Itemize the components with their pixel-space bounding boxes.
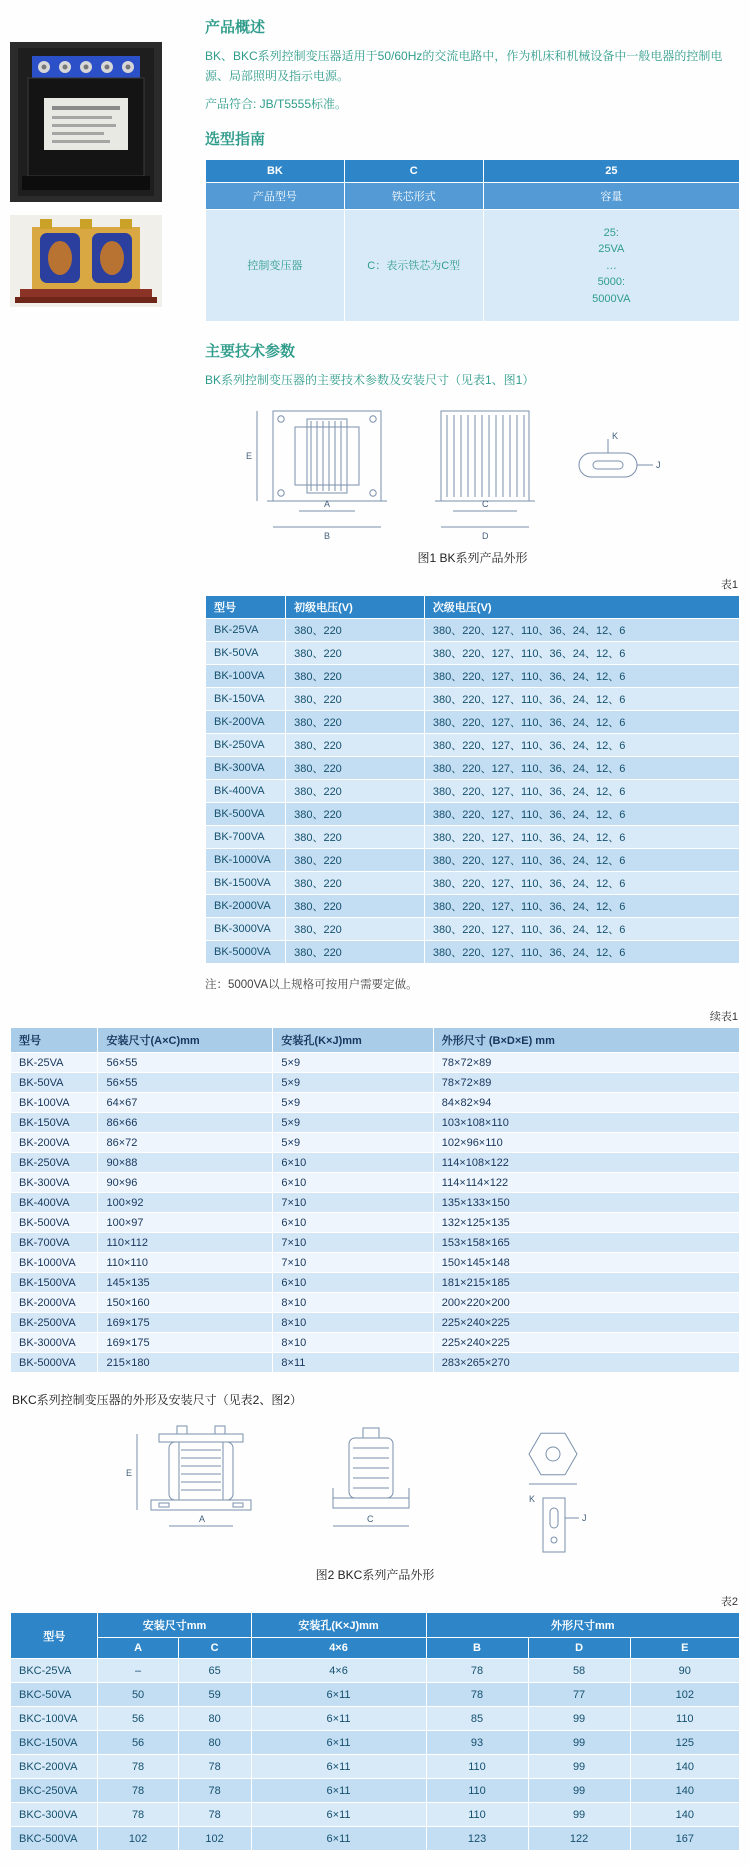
table-row — [206, 734, 740, 757]
dim-label-k: K — [611, 431, 618, 442]
value-cell: 380、220 — [286, 757, 425, 780]
bk-transformer-photo-illustration — [10, 42, 162, 202]
subcol-b: B — [426, 1638, 528, 1659]
value-cell: 380、220 — [286, 872, 425, 895]
value-cell: 380、220 — [286, 826, 425, 849]
value-cell: 78 — [178, 1803, 251, 1827]
selection-header-c: C — [344, 160, 483, 183]
subcol-d: D — [528, 1638, 630, 1659]
table-1-label: 表1 — [720, 579, 738, 592]
value-cell: 90 — [630, 1659, 739, 1683]
dim-label-k: K — [529, 1494, 536, 1505]
selection-subheader-model: 产品型号 — [206, 183, 345, 210]
table-row — [11, 1731, 740, 1755]
value-cell: 5×9 — [273, 1073, 433, 1093]
table-row — [206, 619, 740, 642]
table-row — [206, 665, 740, 688]
value-cell: 380、220、127、110、36、24、12、6 — [424, 734, 739, 757]
value-cell: 114×108×122 — [433, 1153, 739, 1173]
model-cell: BKC-250VA — [11, 1779, 98, 1803]
value-cell: 125 — [630, 1731, 739, 1755]
model-cell: BK-700VA — [206, 826, 286, 849]
value-cell: 78 — [178, 1755, 251, 1779]
value-cell: 380、220、127、110、36、24、12、6 — [424, 941, 739, 964]
value-cell: 122 — [528, 1827, 630, 1851]
value-cell: 140 — [630, 1779, 739, 1803]
table-row — [11, 1253, 740, 1273]
value-cell: 102×96×110 — [433, 1133, 739, 1153]
value-cell: 123 — [426, 1827, 528, 1851]
value-cell: 90×88 — [98, 1153, 273, 1173]
table-header-row — [11, 1028, 740, 1053]
value-cell: 114×114×122 — [433, 1173, 739, 1193]
model-cell: BK-500VA — [11, 1213, 98, 1233]
table-row — [11, 1173, 740, 1193]
model-cell: BK-25VA — [206, 619, 286, 642]
value-cell: 110 — [426, 1803, 528, 1827]
value-cell: 6×11 — [251, 1707, 426, 1731]
bk-mount-slot-drawing — [579, 439, 653, 477]
value-cell: 58 — [528, 1659, 630, 1683]
value-cell: 380、220 — [286, 734, 425, 757]
value-cell: 99 — [528, 1779, 630, 1803]
col-header-mount-size: 安装尺寸mm — [98, 1613, 251, 1638]
col-header-mount-hole: 安装孔(K×J)mm — [251, 1613, 426, 1638]
value-cell: 7×10 — [273, 1253, 433, 1273]
model-cell: BK-25VA — [11, 1053, 98, 1073]
value-cell: 6×10 — [273, 1173, 433, 1193]
value-cell: 380、220 — [286, 688, 425, 711]
model-cell: BK-2500VA — [11, 1313, 98, 1333]
value-cell: 380、220 — [286, 941, 425, 964]
bkc-side-view-drawing — [333, 1428, 409, 1526]
col-header-outline-size: 外形尺寸mm — [426, 1613, 740, 1638]
selection-header-bk: BK — [206, 160, 345, 183]
bk-transformer-photo — [10, 42, 162, 207]
value-cell: 225×240×225 — [433, 1333, 739, 1353]
model-cell: BK-3000VA — [11, 1333, 98, 1353]
model-cell: BK-2000VA — [11, 1293, 98, 1313]
value-cell: 380、220、127、110、36、24、12、6 — [424, 895, 739, 918]
value-cell: 56 — [98, 1731, 178, 1755]
model-cell: BK-500VA — [206, 803, 286, 826]
table-row — [11, 1213, 740, 1233]
table-row — [11, 1803, 740, 1827]
value-cell: 56×55 — [98, 1053, 273, 1073]
model-cell: BKC-300VA — [11, 1803, 98, 1827]
selection-guide-table — [205, 159, 740, 322]
value-cell: 110 — [426, 1755, 528, 1779]
value-cell: 99 — [528, 1731, 630, 1755]
value-cell: 65 — [178, 1659, 251, 1683]
value-cell: 110 — [630, 1707, 739, 1731]
table-row — [11, 1113, 740, 1133]
value-cell: 110 — [426, 1779, 528, 1803]
top-section — [10, 12, 740, 998]
value-cell: 6×10 — [273, 1273, 433, 1293]
value-cell: 78×72×89 — [433, 1073, 739, 1093]
model-cell: BK-3000VA — [206, 918, 286, 941]
bkc-front-view-drawing — [137, 1426, 251, 1526]
table-row — [11, 1779, 740, 1803]
value-cell: 86×66 — [98, 1113, 273, 1133]
value-cell: 380、220 — [286, 803, 425, 826]
value-cell: 80 — [178, 1707, 251, 1731]
subcol-a: A — [98, 1638, 178, 1659]
dim-label-e: E — [245, 451, 252, 462]
value-cell: 380、220、127、110、36、24、12、6 — [424, 642, 739, 665]
bkc-transformer-photo — [10, 215, 162, 312]
dim-label-j: J — [582, 1513, 587, 1524]
model-cell: BK-50VA — [206, 642, 286, 665]
value-cell: 78 — [426, 1683, 528, 1707]
table-row — [11, 1827, 740, 1851]
col-header-model: 型号 — [11, 1028, 98, 1053]
value-cell: 102 — [178, 1827, 251, 1851]
table-row — [206, 895, 740, 918]
model-cell: BK-300VA — [206, 757, 286, 780]
table-row — [206, 872, 740, 895]
dim-label-j: J — [655, 460, 660, 471]
col-header-secondary-voltage: 次级电压(V) — [424, 596, 739, 619]
value-cell: 99 — [528, 1755, 630, 1779]
value-cell: 84×82×94 — [433, 1093, 739, 1113]
model-cell: BK-100VA — [11, 1093, 98, 1113]
value-cell: 86×72 — [98, 1133, 273, 1153]
table-row — [11, 1093, 740, 1113]
value-cell: 380、220 — [286, 665, 425, 688]
overview-standard-line: 产品符合: JB/T5555标准。 — [205, 96, 348, 111]
value-cell: 380、220 — [286, 849, 425, 872]
value-cell: 6×11 — [251, 1779, 426, 1803]
model-cell: BK-200VA — [206, 711, 286, 734]
value-cell: 380、220、127、110、36、24、12、6 — [424, 826, 739, 849]
value-cell: 8×10 — [273, 1333, 433, 1353]
capacity-line: 5000: — [597, 276, 626, 289]
value-cell: 380、220、127、110、36、24、12、6 — [424, 849, 739, 872]
table-row — [11, 1153, 740, 1173]
col-header-model: 型号 — [206, 596, 286, 619]
figure-2-caption: 图2 BKC系列产品外形 — [315, 1568, 435, 1583]
bk-voltage-table — [205, 595, 740, 964]
subcol-hole-size: 4×6 — [251, 1638, 426, 1659]
value-cell: 8×11 — [273, 1353, 433, 1373]
table-row — [11, 1073, 740, 1093]
selection-subheader-capacity: 容量 — [483, 183, 739, 210]
value-cell: 93 — [426, 1731, 528, 1755]
value-cell: 181×215×185 — [433, 1273, 739, 1293]
model-cell: BK-5000VA — [11, 1353, 98, 1373]
capacity-line: 25: — [603, 226, 619, 239]
value-cell: 5×9 — [273, 1093, 433, 1113]
figure-2 — [10, 1422, 740, 1583]
dim-label-e: E — [126, 1468, 133, 1479]
bkc-dimensions-table — [10, 1612, 740, 1851]
overview-paragraph: BK、BKC系列控制变压器适用于50/60Hz的交流电路中，作为机床和机械设备中一般电器的控制电源、局部照明及指示电源。 — [205, 49, 723, 83]
value-cell: 380、220 — [286, 780, 425, 803]
col-header-mount-hole: 安装孔(K×J)mm — [273, 1028, 433, 1053]
cont-table-1-label: 续表1 — [709, 1011, 738, 1024]
value-cell: 380、220 — [286, 711, 425, 734]
value-cell: 169×175 — [98, 1313, 273, 1333]
value-cell: 140 — [630, 1755, 739, 1779]
model-cell: BK-1500VA — [206, 872, 286, 895]
table-row — [11, 1313, 740, 1333]
table-row — [206, 826, 740, 849]
subcol-e: E — [630, 1638, 739, 1659]
model-cell: BK-100VA — [206, 665, 286, 688]
value-cell: 7×10 — [273, 1193, 433, 1213]
value-cell: 380、220、127、110、36、24、12、6 — [424, 780, 739, 803]
value-cell: 102 — [98, 1827, 178, 1851]
col-header-mount-size: 安装尺寸(A×C)mm — [98, 1028, 273, 1053]
table-row — [11, 1053, 740, 1073]
value-cell: 167 — [630, 1827, 739, 1851]
value-cell: 64×67 — [98, 1093, 273, 1113]
value-cell: 8×10 — [273, 1313, 433, 1333]
model-cell: BK-200VA — [11, 1133, 98, 1153]
value-cell: 78 — [98, 1755, 178, 1779]
selection-subheader-row — [206, 183, 740, 210]
value-cell: 6×10 — [273, 1153, 433, 1173]
section-title-overview: 产品概述 — [205, 19, 266, 36]
bkc-top-view-drawing — [529, 1433, 577, 1484]
value-cell: 200×220×200 — [433, 1293, 739, 1313]
model-cell: BK-150VA — [11, 1113, 98, 1133]
table-row — [11, 1755, 740, 1779]
model-cell: BK-1000VA — [11, 1253, 98, 1273]
value-cell: 380、220、127、110、36、24、12、6 — [424, 757, 739, 780]
value-cell: 80 — [178, 1731, 251, 1755]
value-cell: 150×160 — [98, 1293, 273, 1313]
value-cell: 380、220 — [286, 642, 425, 665]
value-cell: 169×175 — [98, 1333, 273, 1353]
value-cell: 78 — [426, 1659, 528, 1683]
model-cell: BKC-100VA — [11, 1707, 98, 1731]
model-cell: BK-150VA — [206, 688, 286, 711]
table-row — [11, 1193, 740, 1213]
table-row — [206, 941, 740, 964]
value-cell: 380、220 — [286, 918, 425, 941]
value-cell: 5×9 — [273, 1133, 433, 1153]
value-cell: 6×11 — [251, 1683, 426, 1707]
model-cell: BKC-500VA — [11, 1827, 98, 1851]
selection-header-25: 25 — [483, 160, 739, 183]
table-row — [11, 1659, 740, 1683]
value-cell: 380、220、127、110、36、24、12、6 — [424, 619, 739, 642]
main-content-column — [205, 12, 740, 998]
dim-label-a: A — [323, 499, 330, 510]
model-cell: BK-5000VA — [206, 941, 286, 964]
col-header-outline-size: 外形尺寸 (B×D×E) mm — [433, 1028, 739, 1053]
value-cell: 90×96 — [98, 1173, 273, 1193]
table-row — [11, 1293, 740, 1313]
bk-front-view-drawing — [257, 411, 387, 527]
bkc-transformer-photo-illustration — [10, 215, 162, 307]
value-cell: 6×10 — [273, 1213, 433, 1233]
value-cell: 380、220、127、110、36、24、12、6 — [424, 918, 739, 941]
value-cell: 380、220、127、110、36、24、12、6 — [424, 872, 739, 895]
table-row — [11, 1707, 740, 1731]
model-cell: BK-700VA — [11, 1233, 98, 1253]
table-row — [11, 1683, 740, 1707]
model-cell: BK-250VA — [11, 1153, 98, 1173]
value-cell: 380、220、127、110、36、24、12、6 — [424, 665, 739, 688]
subcol-c: C — [178, 1638, 251, 1659]
value-cell: 56 — [98, 1707, 178, 1731]
capacity-line: … — [605, 259, 617, 272]
value-cell: 225×240×225 — [433, 1313, 739, 1333]
table-row — [206, 780, 740, 803]
value-cell: 5×9 — [273, 1113, 433, 1133]
table-row — [206, 688, 740, 711]
value-cell: 135×133×150 — [433, 1193, 739, 1213]
dim-label-a: A — [199, 1514, 206, 1525]
value-cell: 6×11 — [251, 1827, 426, 1851]
value-cell: 78 — [178, 1779, 251, 1803]
dim-label-c: C — [367, 1514, 374, 1525]
value-cell: 140 — [630, 1803, 739, 1827]
model-cell: BK-250VA — [206, 734, 286, 757]
value-cell: 145×135 — [98, 1273, 273, 1293]
model-cell: BK-1000VA — [206, 849, 286, 872]
table-row — [206, 757, 740, 780]
dim-label-b: B — [323, 531, 330, 542]
value-cell: 99 — [528, 1707, 630, 1731]
custom-order-note: 注：5000VA以上规格可按用户需要定做。 — [205, 979, 418, 992]
table-row — [11, 1273, 740, 1293]
value-cell: 6×11 — [251, 1731, 426, 1755]
selection-core-cell: C：表示铁芯为C型 — [344, 210, 483, 322]
value-cell: 380、220 — [286, 619, 425, 642]
model-cell: BKC-50VA — [11, 1683, 98, 1707]
col-header-model: 型号 — [11, 1613, 98, 1659]
model-cell: BK-2000VA — [206, 895, 286, 918]
value-cell: 50 — [98, 1683, 178, 1707]
selection-header-row — [206, 160, 740, 183]
value-cell: 85 — [426, 1707, 528, 1731]
value-cell: 110×110 — [98, 1253, 273, 1273]
table-row — [11, 1333, 740, 1353]
table-subheader-row — [11, 1638, 740, 1659]
table-row — [206, 849, 740, 872]
table-row — [206, 918, 740, 941]
value-cell: 78 — [98, 1779, 178, 1803]
bkc-dimensions-line: BKC系列控制变压器的外形及安装尺寸（见表2、图2） — [12, 1393, 303, 1408]
model-cell: BK-300VA — [11, 1173, 98, 1193]
value-cell: 78×72×89 — [433, 1053, 739, 1073]
bkc-outline-drawing — [115, 1422, 635, 1560]
table-row — [11, 1233, 740, 1253]
value-cell: 380、220、127、110、36、24、12、6 — [424, 688, 739, 711]
value-cell: 100×92 — [98, 1193, 273, 1213]
value-cell: 7×10 — [273, 1233, 433, 1253]
table-header-row — [206, 596, 740, 619]
bkc-bracket-drawing — [543, 1498, 579, 1552]
value-cell: – — [98, 1659, 178, 1683]
value-cell: 77 — [528, 1683, 630, 1707]
value-cell: 5×9 — [273, 1053, 433, 1073]
value-cell: 103×108×110 — [433, 1113, 739, 1133]
value-cell: 78 — [98, 1803, 178, 1827]
table-header-row — [11, 1613, 740, 1638]
value-cell: 380、220 — [286, 895, 425, 918]
value-cell: 150×145×148 — [433, 1253, 739, 1273]
value-cell: 153×158×165 — [433, 1233, 739, 1253]
value-cell: 6×11 — [251, 1755, 426, 1779]
value-cell: 6×11 — [251, 1803, 426, 1827]
value-cell: 59 — [178, 1683, 251, 1707]
selection-product-cell: 控制变压器 — [206, 210, 345, 322]
figure-1 — [205, 405, 740, 566]
dimensions-section — [10, 1008, 740, 1851]
col-header-primary-voltage: 初级电压(V) — [286, 596, 425, 619]
model-cell: BKC-150VA — [11, 1731, 98, 1755]
table-row — [206, 711, 740, 734]
bk-side-view-drawing — [435, 411, 535, 527]
model-cell: BK-400VA — [11, 1193, 98, 1213]
value-cell: 110×112 — [98, 1233, 273, 1253]
value-cell: 99 — [528, 1803, 630, 1827]
bk-dimensions-table — [10, 1027, 740, 1373]
figure-1-caption: 图1 BK系列产品外形 — [417, 551, 528, 566]
table-row — [206, 803, 740, 826]
table-row — [206, 642, 740, 665]
selection-capacity-cell — [483, 210, 739, 322]
section-title-parameters: 主要技术参数 — [205, 343, 296, 361]
capacity-line: 5000VA — [592, 292, 631, 305]
value-cell: 102 — [630, 1683, 739, 1707]
bk-parameters-line: BK系列控制变压器的主要技术参数及安装尺寸（见表1、图1） — [205, 373, 535, 388]
value-cell: 8×10 — [273, 1293, 433, 1313]
value-cell: 100×97 — [98, 1213, 273, 1233]
table-row — [11, 1133, 740, 1153]
dim-label-c: C — [481, 499, 488, 510]
table-row — [11, 1353, 740, 1373]
selection-body-row — [206, 210, 740, 322]
value-cell: 380、220、127、110、36、24、12、6 — [424, 803, 739, 826]
model-cell: BK-1500VA — [11, 1273, 98, 1293]
dim-label-d: D — [481, 531, 488, 542]
selection-subheader-core: 铁芯形式 — [344, 183, 483, 210]
product-photo-column — [10, 12, 165, 998]
value-cell: 283×265×270 — [433, 1353, 739, 1373]
model-cell: BK-50VA — [11, 1073, 98, 1093]
value-cell: 380、220、127、110、36、24、12、6 — [424, 711, 739, 734]
table-2-label: 表2 — [720, 1596, 738, 1609]
value-cell: 4×6 — [251, 1659, 426, 1683]
model-cell: BK-400VA — [206, 780, 286, 803]
model-cell: BKC-25VA — [11, 1659, 98, 1683]
section-title-selection-guide: 选型指南 — [205, 131, 266, 149]
bk-outline-drawing — [243, 405, 703, 543]
value-cell: 215×180 — [98, 1353, 273, 1373]
capacity-line: 25VA — [598, 243, 625, 256]
model-cell: BKC-200VA — [11, 1755, 98, 1779]
value-cell: 56×55 — [98, 1073, 273, 1093]
value-cell: 132×125×135 — [433, 1213, 739, 1233]
